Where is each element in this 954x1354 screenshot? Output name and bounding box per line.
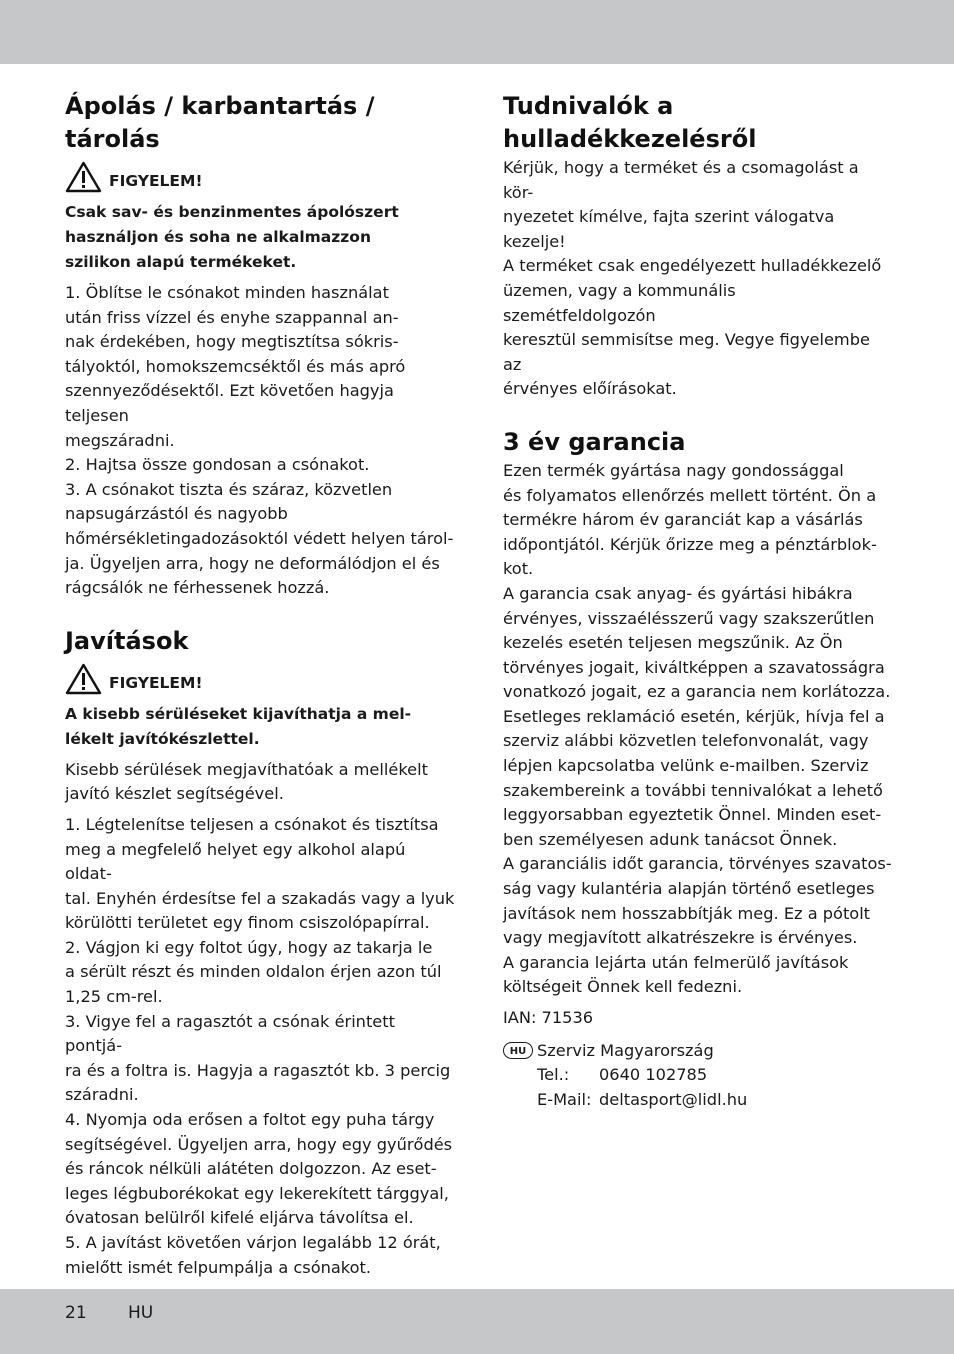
language-code: HU <box>128 1303 154 1323</box>
warning-triangle-icon <box>65 663 102 695</box>
warning-line: használjon és soha ne alkalmazzon <box>65 228 371 246</box>
text-line: ben személyesen adunk tanácsot Önnek. <box>503 829 838 849</box>
text-line: vagy megjavított alkatrészekre is érvényes. <box>503 928 858 948</box>
text-line: 1,25 cm-rel. <box>65 987 163 1007</box>
text-line: javítások nem hosszabbítják meg. Ez a pótolt <box>503 903 871 923</box>
text-line: javító készlet segítségével. <box>65 784 284 804</box>
care-warning-text <box>65 200 455 275</box>
text-line: 3. A csónakot tiszta és száraz, közvetlen <box>65 479 393 499</box>
text-line: 5. A javítást követően várjon legalább 12 órát, <box>65 1233 441 1252</box>
warning-line: lékelt javítókészlettel. <box>65 729 260 748</box>
text-line: után friss vízzel és enyhe szappannal an- <box>65 307 399 327</box>
text-line: nyezetet kímélve, fajta szerint válogatva kezelje! <box>503 207 835 251</box>
warning-line: szilikon alapú termékeket. <box>65 253 297 271</box>
text-line: ja. Ügyeljen arra, hogy ne deformálódjon el és <box>65 553 440 573</box>
repairs-steps <box>65 813 455 1280</box>
header-bar <box>0 0 954 64</box>
text-line: szennyeződésektől. Ezt követően hagyja teljesen <box>65 381 394 425</box>
text-line: időpontjától. Kérjük őrizze meg a pénztárblok- <box>503 534 877 554</box>
text-line: meg a megfelelő helyet egy alkohol alapú oldat- <box>65 839 406 884</box>
text-line: A terméket csak engedélyezett hulladékkezelő <box>503 256 882 276</box>
warning-triangle-icon <box>65 161 102 193</box>
text-line: Kisebb sérülések megjavíthatóak a mellékelt <box>65 759 428 779</box>
text-line: törvényes jogait, kiváltképpen a szavatosságra <box>503 657 885 677</box>
text-line: lépjen kapcsolatba velünk e-mailben. Szerviz <box>503 756 869 776</box>
text-line: érvényes, visszaélésszerű vagy szakszerűtlen <box>503 608 875 628</box>
service-name: Szerviz Magyarország <box>537 1040 714 1060</box>
text-line: érvényes előírásokat. <box>503 379 677 399</box>
ian-number: IAN: 71536 <box>503 1008 594 1027</box>
text-line: 1. Légtelenítse teljesen a csónakot és tisztítsa <box>65 814 439 834</box>
text-line: ra és a foltra is. Hagyja a ragasztót kb. 3 percig <box>65 1060 451 1080</box>
text-line: vonatkozó jogait, ez a garancia nem korlátozza. <box>503 682 891 702</box>
warning-line: A kisebb sérüléseket kijavíthatja a mel- <box>65 704 412 723</box>
warranty-text <box>503 459 893 1000</box>
text-line: A garancia lejárta után felmerülő javítások <box>503 952 849 972</box>
text-line: és ráncok nélküli alátéten dolgozzon. Az eset- <box>65 1159 437 1179</box>
text-line: rágcsálók ne férhessenek hozzá. <box>65 578 330 598</box>
text-line: szerviz alábbi közvetlen telefonvonalát, vagy <box>503 731 869 751</box>
text-line: tályoktól, homokszemcséktől és más apró <box>65 356 406 376</box>
repairs-heading: Javítások <box>65 626 189 655</box>
phone-value: 0640 102785 <box>599 1065 708 1085</box>
text-line: mielőtt ismét felpumpálja a csónakot. <box>65 1257 372 1277</box>
text-line: kot. <box>503 559 534 579</box>
text-line: és folyamatos ellenőrzés mellett történt. Ön a <box>503 485 877 505</box>
text-line: tal. Enyhén érdesítse fel a szakadás vagy a lyuk <box>65 888 455 908</box>
email-label: E-Mail: <box>537 1089 592 1109</box>
text-line: Esetleges reklamáció esetén, kérjük, hívja fel a <box>503 706 885 726</box>
right-column <box>503 90 893 1112</box>
repairs-warning-text <box>65 702 455 752</box>
text-line: a sérült részt és minden oldalon érjen azon túl <box>65 962 442 982</box>
warranty-heading: 3 év garancia <box>503 427 686 456</box>
text-line: üzemen, vagy a kommunális szemétfeldolgozón <box>503 280 736 325</box>
email-value: deltasport@lidl.hu <box>599 1089 748 1109</box>
text-line: óvatosan belülről kifelé eljárva távolítsa el. <box>65 1208 414 1228</box>
text-line: Kérjük, hogy a terméket és a csomagolást a kör- <box>503 158 859 202</box>
text-line: A garanciális időt garancia, törvényes szavatos- <box>503 854 892 874</box>
text-line: Ezen termék gyártása nagy gondossággal <box>503 460 844 480</box>
text-line: hőmérsékletingadozásoktól védett helyen tárol- <box>65 528 454 548</box>
repairs-intro <box>65 758 455 807</box>
left-column <box>65 90 455 1280</box>
text-line: költségeit Önnek kell fedezni. <box>503 977 743 997</box>
care-warning <box>65 160 455 194</box>
text-line: napsugárzástól és nagyobb <box>65 504 288 524</box>
care-steps <box>65 281 455 601</box>
text-line: megszáradni. <box>65 430 175 450</box>
country-badge: HU <box>503 1042 533 1059</box>
heading-line: hulladékkezelésről <box>503 125 757 153</box>
phone-label: Tel.: <box>537 1065 570 1085</box>
repairs-warning <box>65 662 455 696</box>
text-line: szakembereink a további tennivalókat a lehető <box>503 780 883 800</box>
text-line: száradni. <box>65 1085 139 1105</box>
text-line: ság vagy kulantéria alapján történő esetleges <box>503 879 875 899</box>
service-contact <box>503 1039 893 1113</box>
disposal-heading <box>503 90 893 156</box>
text-line: keresztül semmisítse meg. Vegye figyelembe az <box>503 330 870 374</box>
text-line: leggyorsabban egyeztetik Önnel. Minden eset- <box>503 805 882 825</box>
text-line: körülötti területet egy finom csiszolópapírral. <box>65 913 430 933</box>
heading-line: Tudnivalók a <box>503 92 674 120</box>
text-line: nak érdekében, hogy megtisztítsa sókris- <box>65 332 399 352</box>
text-line: A garancia csak anyag- és gyártási hibákra <box>503 583 853 603</box>
text-line: 2. Vágjon ki egy foltot úgy, hogy az takarja le <box>65 937 433 957</box>
service-email <box>537 1088 747 1113</box>
warning-label: FIGYELEM! <box>109 172 203 190</box>
text-line: 4. Nyomja oda erősen a foltot egy puha tárgy <box>65 1110 435 1130</box>
warning-line: Csak sav- és benzinmentes ápolószert <box>65 203 399 221</box>
text-line: termékre három év garanciát kap a vásárlás <box>503 510 863 530</box>
service-phone <box>537 1063 747 1088</box>
warning-label: FIGYELEM! <box>109 673 203 692</box>
text-line: kezelés esetén teljesen megszűnik. Az Ön <box>503 633 843 653</box>
text-line: 3. Vigye fel a ragasztót a csónak érintett pontjá- <box>65 1011 395 1056</box>
care-heading: Ápolás / karbantartás / tárolás <box>65 92 375 153</box>
text-line: 2. Hajtsa össze gondosan a csónakot. <box>65 455 370 475</box>
disposal-text <box>503 156 893 402</box>
text-line: 1. Öblítse le csónakot minden használat <box>65 283 389 302</box>
text-line: segítségével. Ügyeljen arra, hogy egy gyűrődés <box>65 1134 453 1154</box>
text-line: leges légbuborékokat egy lekerekített tárggyal, <box>65 1183 449 1203</box>
page-number: 21 <box>65 1303 87 1323</box>
